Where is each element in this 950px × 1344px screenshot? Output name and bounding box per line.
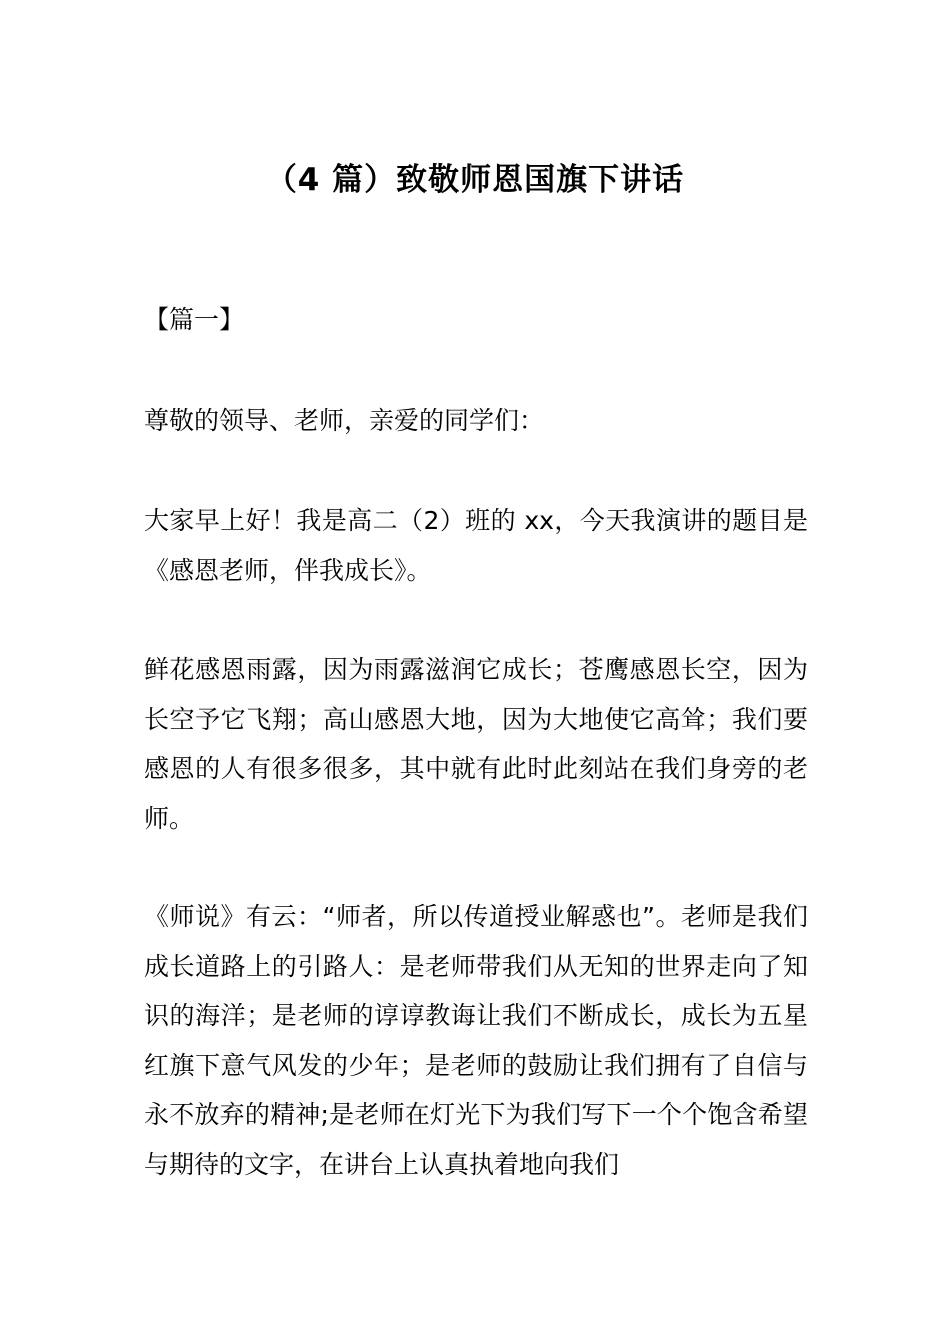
paragraph-2: 鲜花感恩雨露，因为雨露滋润它成长；苍鹰感恩长空，因为长空予它飞翔；高山感恩大地，因为大地使它高耸；我们要感恩的人有很多很多，其中就有此时此刻站在我们身旁的老师。 [144, 655, 808, 833]
paragraph-3: 《师说》有云：“师者，所以传道授业解惑也”。老师是我们成长道路上的引路人：是老师带我们从无知的世界走向了知识的海洋；是老师的谆谆教诲让我们不断成长，成长为五星红旗下意气风发的少年；是老师的鼓励让我们拥有了自信与永不放弃的精神;是老师在灯光下为我们写下一个个饱含希望与期待的文字，在讲台上认真执着地向我们 [144, 902, 808, 1179]
salutation: 尊敬的领导、老师，亲爱的同学们： [144, 406, 545, 435]
section-heading: 【篇一】 [144, 305, 245, 334]
document-title: （4 篇）致敬师恩国旗下讲话 [265, 162, 685, 198]
paragraph-1: 大家早上好！我是高二（2）班的 xx，今天我演讲的题目是《感恩老师，伴我成长》。 [144, 506, 808, 585]
